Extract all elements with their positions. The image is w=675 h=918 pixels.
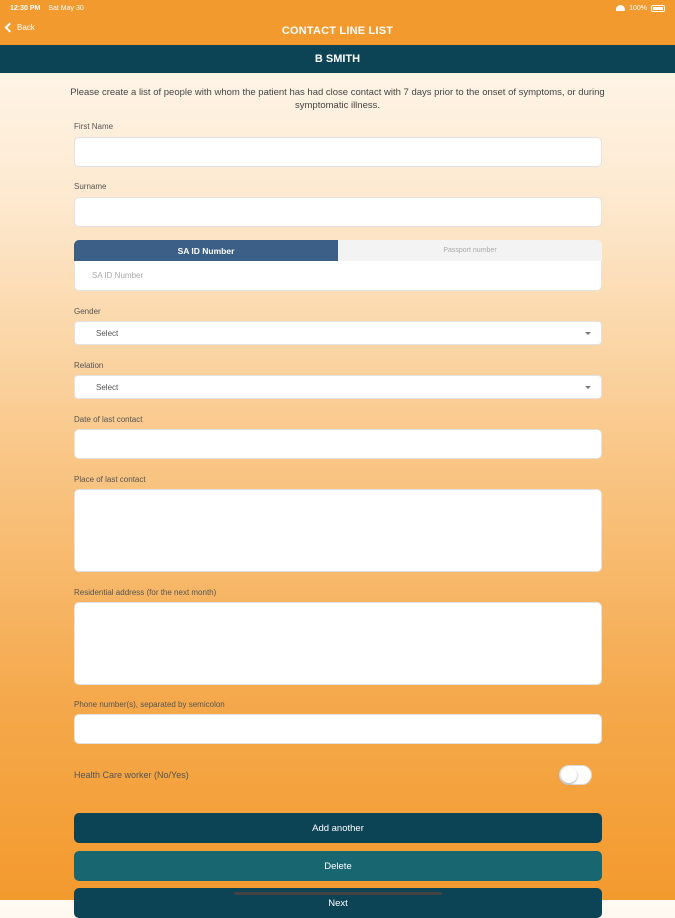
id-number-input[interactable]: SA ID Number — [74, 261, 602, 291]
tab-passport-number[interactable]: Passport number — [338, 240, 602, 261]
residential-address-textarea[interactable] — [74, 602, 602, 685]
status-bar — [0, 0, 675, 16]
relation-select[interactable] — [74, 375, 602, 399]
status-date: Sat May 30 — [48, 4, 84, 12]
intro-text: Please create a list of people with whom the patient has had close contact with 7 days prior to the onset of symptoms, or during symptomatic illness. — [70, 87, 605, 111]
home-indicator — [234, 892, 442, 895]
health-care-worker-label: Health Care worker (No/Yes) — [74, 770, 189, 780]
next-button[interactable]: Next — [74, 888, 602, 918]
status-time: 12:30 PM — [10, 4, 41, 12]
chevron-left-icon — [5, 23, 15, 33]
last-contact-date-label: Date of last contact — [74, 415, 143, 424]
phone-numbers-input[interactable] — [74, 714, 602, 744]
back-button[interactable] — [6, 23, 35, 32]
phone-numbers-label: Phone number(s), separated by semicolon — [74, 700, 225, 709]
caret-down-icon — [585, 332, 591, 335]
surname-input[interactable] — [74, 197, 602, 227]
last-contact-place-textarea[interactable] — [74, 489, 602, 572]
toggle-knob — [561, 767, 577, 783]
status-right — [616, 5, 665, 12]
surname-label: Surname — [74, 182, 107, 191]
battery-percent: 100% — [629, 4, 647, 12]
add-another-button[interactable]: Add another — [74, 813, 602, 843]
first-name-label: First Name — [74, 122, 114, 131]
back-label: Back — [17, 23, 35, 32]
caret-down-icon — [585, 386, 591, 389]
page-title: CONTACT LINE LIST — [281, 24, 394, 37]
residential-address-label: Residential address (for the next month) — [74, 588, 217, 597]
tab-sa-id-number[interactable]: SA ID Number — [74, 240, 338, 261]
health-care-worker-toggle[interactable] — [559, 765, 592, 785]
relation-label: Relation — [74, 361, 104, 370]
nav-bar — [0, 16, 675, 45]
gender-selected-value: Select — [96, 328, 119, 338]
id-type-tabs — [74, 240, 602, 291]
wifi-icon — [616, 5, 625, 11]
last-contact-date-input[interactable] — [74, 429, 602, 459]
patient-name-bar: B SMITH — [0, 45, 675, 73]
last-contact-place-label: Place of last contact — [74, 475, 146, 484]
gender-select[interactable] — [74, 321, 602, 345]
relation-selected-value: Select — [96, 382, 119, 392]
first-name-input[interactable] — [74, 137, 602, 167]
gender-label: Gender — [74, 307, 101, 316]
battery-icon — [651, 5, 665, 12]
delete-button[interactable]: Delete — [74, 851, 602, 881]
